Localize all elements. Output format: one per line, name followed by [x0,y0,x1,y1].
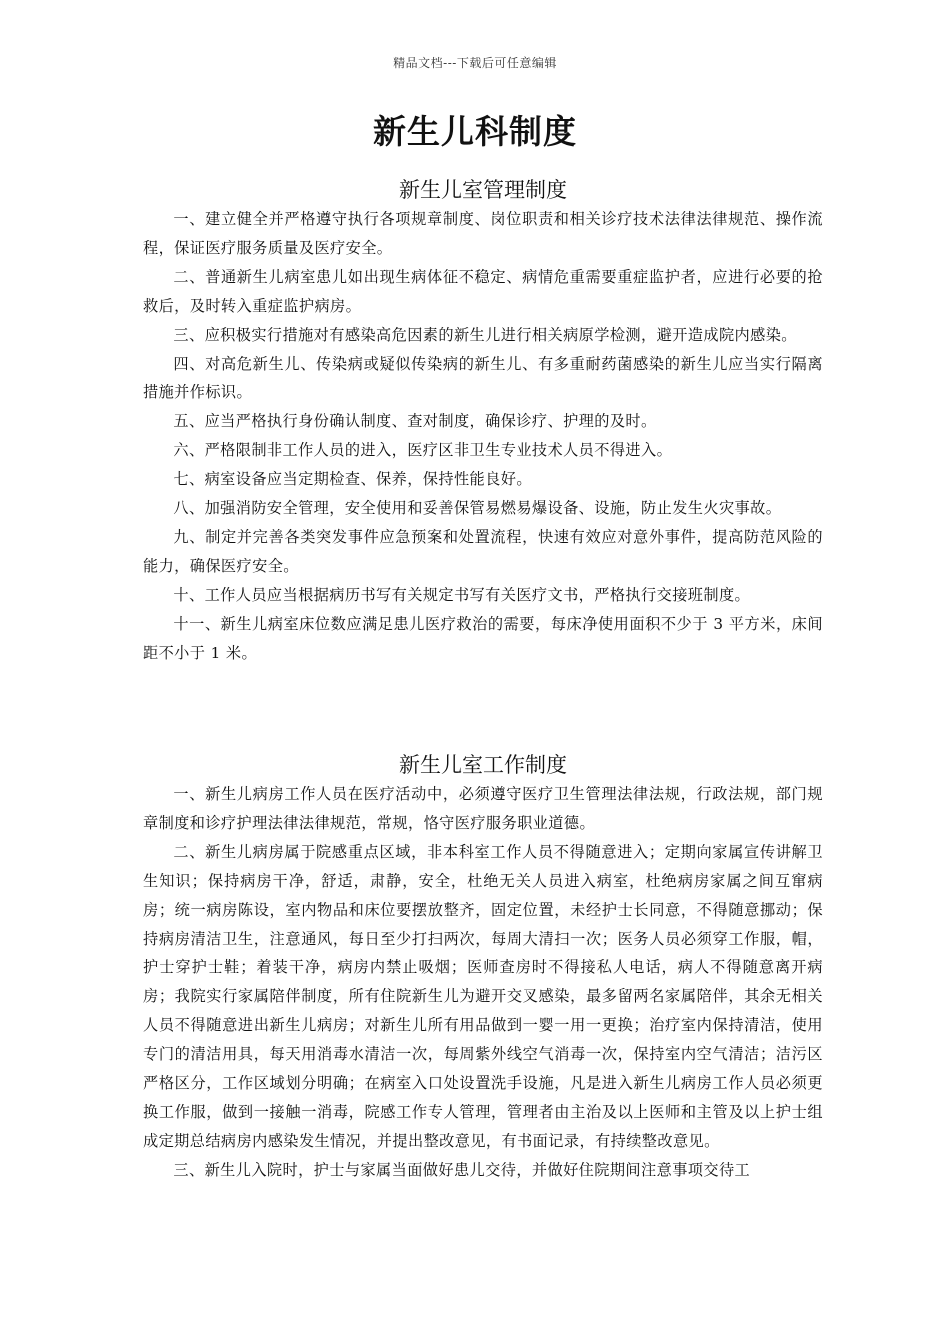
section-title: 新生儿室工作制度 [399,753,567,777]
paragraph: 六、严格限制非工作人员的进入，医疗区非卫生专业技术人员不得进入。 [173,441,673,460]
paragraph: 七、病室设备应当定期检查、保养，保持性能良好。 [173,470,532,489]
paragraph: 五、应当严格执行身份确认制度、查对制度，确保诊疗、护理的及时。 [173,412,657,431]
section-title: 新生儿室管理制度 [399,178,567,202]
paragraph: 三、应积极实行措施对有感染高危因素的新生儿进行相关病原学检测，避开造成院内感染。 [173,325,797,344]
header-note: 精品文档---下载后可任意编辑 [393,56,557,70]
section-work-rules [143,750,823,1185]
paragraph: 二、普通新生儿病室患儿如出现生病体征不稳定、病情危重需要重症监护者，应进行必要的抢救后，及时转入重症监护病房。 [143,267,823,315]
paragraph: 八、加强消防安全管理，安全使用和妥善保管易燃易爆设备、设施，防止发生火灾事故。 [173,499,782,518]
paragraph: 一、建立健全并严格遵守执行各项规章制度、岗位职责和相关诊疗技术法律法律规范、操作流程，保证医疗服务质量及医疗安全。 [143,210,823,257]
document-title: 新生儿科制度 [373,112,577,151]
paragraph: 十、工作人员应当根据病历书写有关规定书写有关医疗文书，严格执行交接班制度。 [173,585,751,604]
paragraph: 二、新生儿病房属于院感重点区域，非本科室工作人员不得随意进入；定期向家属宣传讲解卫生知识；保持病房干净，舒适，肃静，安全，杜绝无关人员进入病室，杜绝病房家属之间互窜病房；统一病房陈设，室内物品和床位要摆放整齐，固定位置，未经护士长同意，不得随意挪动；保持病房清洁卫生，注意通风，每日至少打扫两次，每周大清扫一次；医务人员必须穿工作服，帽，护士穿护士鞋；着装干净，病房内禁止吸烟；医师查房时不得接私人电话，病人不得随意离开病房；我院实行家属陪伴制度，所有住院新生儿为避开交叉感染，最多留两名家属陪伴，其余无相关人员不得随意进出新生儿病房；对新生儿所有用品做到一婴一用一更换；治疗室内保持清洁，使用专门的清洁用具，每天用消毒水清洁一次，每周紫外线空气消毒一次，保持室内空气清洁；洁污区严格区分，工作区域划分明确；在病室入口处设置洗手设施，凡是进入新生儿病房工作人员必须更换工作服，做到一接触一消毒，院感工作专人管理，管理者由主治及以上医师和主管及以上护士组成定期总结病房内感染发生情况，并提出整改意见，有书面记录，有持续整改意见。 [143,842,823,1150]
paragraph: 九、制定并完善各类突发事件应急预案和处置流程，快速有效应对意外事件，提高防范风险的能力，确保医疗安全。 [143,527,823,575]
paragraph: 十一、新生儿病室床位数应满足患儿医疗救治的需要，每床净使用面积不少于 3 平方米，床间距不小于 1 米。 [143,614,823,662]
paragraph: 四、对高危新生儿、传染病或疑似传染病的新生儿、有多重耐药菌感染的新生儿应当实行隔离措施并作标识。 [143,354,823,402]
paragraph: 三、新生儿入院时，护士与家属当面做好患儿交待，并做好住院期间注意事项交待工 [173,1160,751,1179]
paragraph: 一、新生儿病房工作人员在医疗活动中，必须遵守医疗卫生管理法律法规，行政法规，部门规章制度和诊疗护理法律法律规范，常规，恪守医疗服务职业道德。 [143,785,823,832]
section-management-rules [143,175,823,668]
